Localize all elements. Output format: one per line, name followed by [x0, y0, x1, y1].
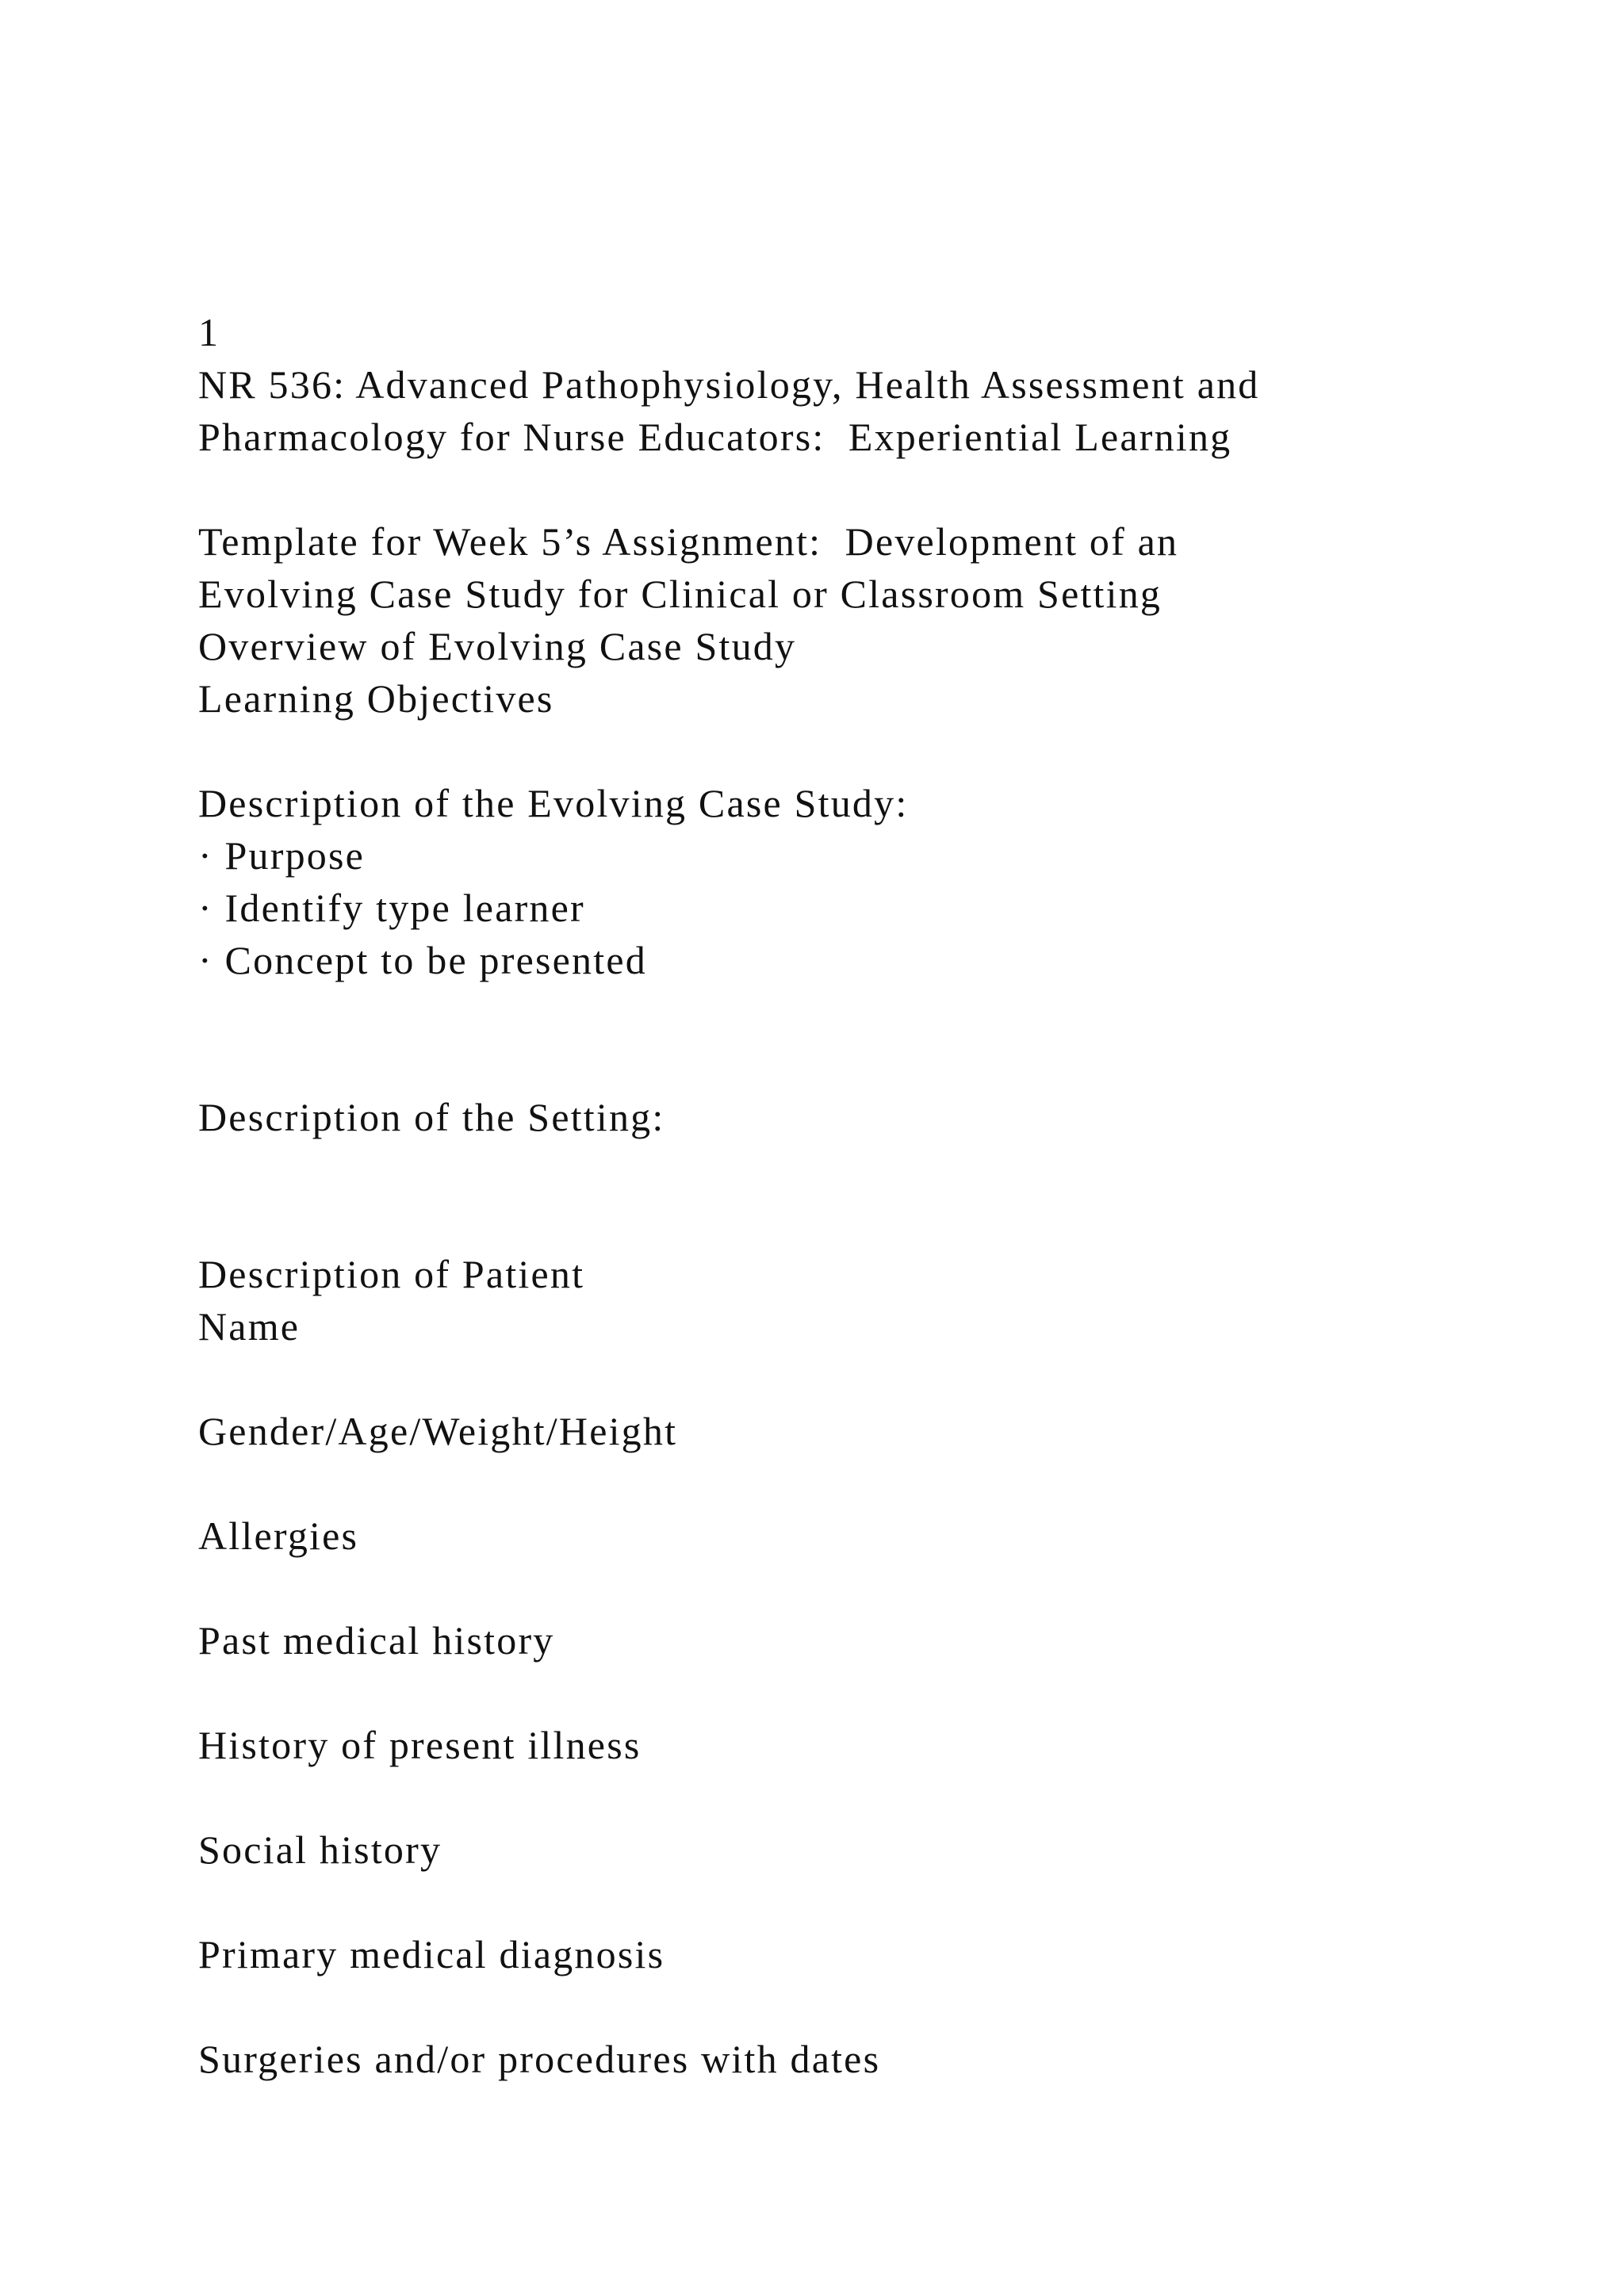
- patient-name-field: Name: [198, 1304, 301, 1349]
- history-present-illness-field: History of present illness: [198, 1723, 642, 1767]
- learning-objectives-heading: Learning Objectives: [198, 676, 554, 721]
- primary-diagnosis-field: Primary medical diagnosis: [198, 1932, 665, 1976]
- spacer: [198, 1457, 1546, 1510]
- bullet-item: · Concept to be presented: [198, 938, 647, 982]
- spacer: [198, 1353, 1546, 1405]
- spacer: [198, 463, 1546, 515]
- spacer: [198, 725, 1546, 777]
- spacer: [198, 1771, 1546, 1823]
- past-medical-history-field: Past medical history: [198, 1618, 555, 1663]
- spacer: [198, 1980, 1546, 2033]
- course-title-line-1: NR 536: Advanced Pathophysiology, Health Assessment and: [198, 362, 1260, 407]
- spacer: [198, 1562, 1546, 1614]
- bullet-item: · Purpose: [198, 833, 366, 878]
- course-title-line-2: Pharmacology for Nurse Educators: Experiential Learning: [198, 415, 1232, 459]
- overview-heading: Overview of Evolving Case Study: [198, 624, 797, 668]
- case-study-description-heading: Description of the Evolving Case Study:: [198, 781, 909, 825]
- spacer: [198, 986, 1546, 1091]
- surgeries-procedures-field: Surgeries and/or procedures with dates: [198, 2037, 881, 2081]
- patient-description-heading: Description of Patient: [198, 1252, 585, 1296]
- allergies-field: Allergies: [198, 1513, 359, 1558]
- template-title-line-2: Evolving Case Study for Clinical or Classroom Setting: [198, 572, 1162, 616]
- document-body: [198, 306, 1546, 2085]
- bullet-item: · Identify type learner: [198, 886, 585, 930]
- spacer: [198, 1667, 1546, 1719]
- spacer: [198, 1143, 1546, 1248]
- social-history-field: Social history: [198, 1827, 442, 1872]
- spacer: [198, 1876, 1546, 1928]
- page-number: 1: [198, 310, 220, 354]
- setting-description-heading: Description of the Setting:: [198, 1095, 665, 1139]
- template-title-line-1: Template for Week 5’s Assignment: Development of an: [198, 519, 1179, 564]
- patient-demographics-field: Gender/Age/Weight/Height: [198, 1409, 678, 1453]
